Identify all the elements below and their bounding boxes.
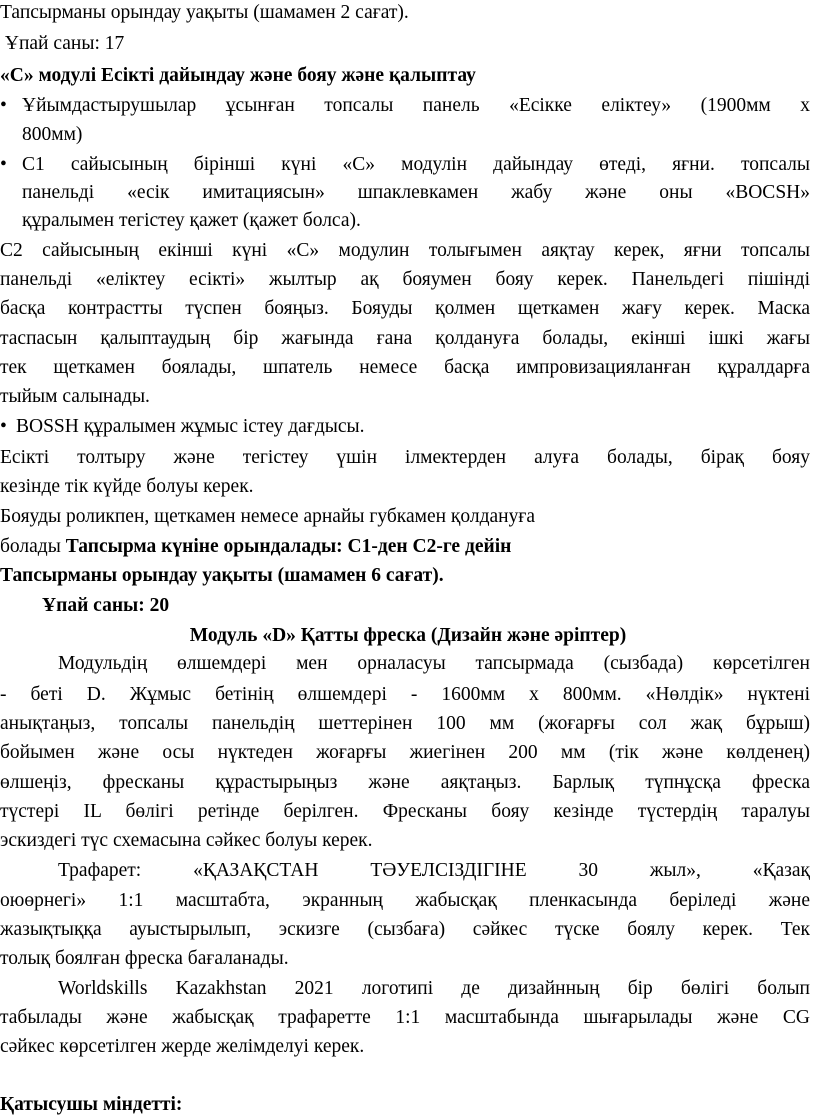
bullet-icon: • [0,95,7,116]
fill-paragraph-line1: Есікті толтыру және тегістеу үшін ілмектерден алуға болады, бірақ бояу [0,447,810,468]
d-para1-line3: анықтаңыз, топсалы панельдің шеттерінен 100 мм (жоғарғы сол жақ бұрыш) [0,713,810,734]
d-para1-line2: - беті D. Жұмыс бетінің өлшемдері - 1600мм х 800мм. «Нөлдік» нүктені [0,684,810,705]
bullet2-line3: құралымен тегістеу қажет (қажет болса). [22,210,361,231]
module-c-heading: «С» модулі Есікті дайындау және бояу және қалыптау [0,65,476,86]
d-para1-line7: эскиздегі түс схемасына сәйкес болуы керек. [0,830,373,851]
task-day-bold: Тапсырма күніне орындалады: С1-ден С2-ге дейін [65,536,512,557]
module-d-heading: Модуль «D» Қатты фреска (Дизайн және әріптер) [189,625,627,646]
roller-paragraph-line2 [0,535,511,559]
d-para2-line1: Трафарет: «ҚАЗАҚСТАН ТӘУЕЛСІЗДІГІНЕ 30 жыл», «Қазақ [58,860,810,881]
d-para1-line6: түстері IL бөлігі ретінде берілген. Фресканы бояу кезінде түстердің таралуы [0,801,810,822]
d-para2-line2: оюөрнегі» 1:1 масштабта, экранның жабысқақ пленкасында беріледі және [0,890,810,911]
task-time-bold: Тапсырманы орындау уақыты (шамамен 6 сағат). [0,565,444,586]
d-para2-line3: жазықтыққа ауыстырылып, эскизге (сызбаға) сәйкес түске боялу керек. Тек [0,919,810,940]
roller-paragraph-line1: Бояуды роликпен, щеткамен немесе арнайы губкамен қолдануға [0,506,536,527]
bullet1-line1: Ұйымдастырушылар ұсынған топсалы панель «Есікке еліктеу» (1900мм х [22,95,810,116]
d-para3-line1: Worldskills Kazakhstan 2021 логотипі де дизайнның бір бөлігі болып [58,978,810,999]
c2-paragraph-line4: таспасын қалыптаудың бір жағында ғана қолдануға болады, екінші ішкі жағы [0,328,810,349]
d-para3-line2: табылады және жабысқақ трафаретте 1:1 масштабында шығарылады және CG [0,1007,810,1028]
bullet3-text: BOSSH құралымен жұмыс істеу дағдысы. [16,416,365,437]
roller-paragraph-plain: болады [0,536,66,557]
d-para1-line1: Модульдің өлшемдері мен орналасуы тапсырмада (сызбада) көрсетілген [58,653,810,674]
task-time-line: Тапсырманы орындау уақыты (шамамен 2 сағат). [0,2,409,23]
points-bold: Ұпай саны: 20 [42,595,170,616]
c2-paragraph-line5: тек щеткамен боялады, шпатель немесе басқа импровизацияланған құралдарға [0,357,810,378]
d-para1-line5: өлшеңіз, фресканы құрастырыңыз және аяқтаңыз. Барлық түпнұсқа фреска [0,772,810,793]
bullet-icon: • [0,416,7,437]
c2-paragraph-line6: тыйым салынады. [0,386,150,407]
points-line: Ұпай саны: 17 [0,33,125,54]
d-para2-line4: толық боялған фреска бағаланады. [0,948,289,969]
c2-paragraph-line2: панельді «еліктеу есікті» жылтыр ақ бояумен бояу керек. Панельдегі пішінді [0,269,810,290]
d-para3-line3: сәйкес көрсетілген жерде желімделуі керек. [0,1036,365,1057]
c2-paragraph-line1: С2 сайысының екінші күні «С» модулин толығымен аяқтау керек, яғни топсалы [0,240,810,261]
participant-heading: Қатысушы міндетті: [0,1094,183,1115]
d-para1-line4: бойымен және осы нүктеден жоғарғы жиегінен 200 мм (тік және көлденең) [0,742,810,763]
fill-paragraph-line2: кезінде тік күйде болуы керек. [0,476,254,497]
c2-paragraph-line3: басқа контрастты түспен бояңыз. Бояуды қолмен щеткамен жағу керек. Маска [0,298,810,319]
bullet1-line2: 800мм) [22,124,83,145]
bullet2-line1: С1 сайысының бірінші күні «С» модулін дайындау өтеді, яғни. топсалы [22,154,810,175]
bullet-icon: • [0,154,7,175]
bullet2-line2: панельді «есік имитациясын» шпаклевкамен жабу және оны «BOCSH» [22,182,810,203]
